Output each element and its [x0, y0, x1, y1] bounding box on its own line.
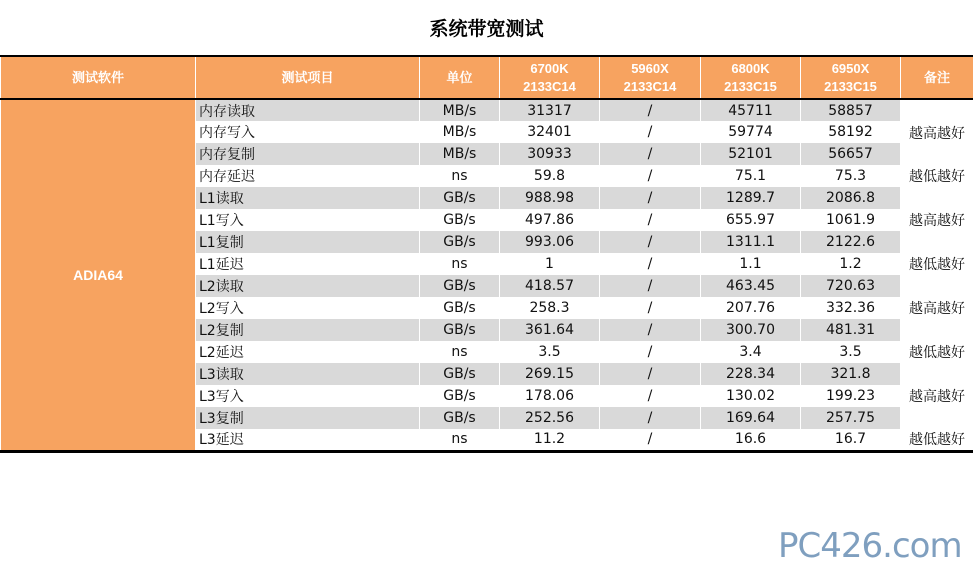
- site-watermark: PC426.com: [778, 526, 962, 566]
- row-value: 269.15: [500, 363, 600, 385]
- bandwidth-table: [0, 57, 973, 453]
- row-item: L1读取: [196, 187, 420, 209]
- row-value: /: [600, 275, 701, 297]
- note-cell: 越高越好: [901, 99, 973, 165]
- row-value: 56657: [801, 143, 901, 165]
- row-value: 1.1: [701, 253, 801, 275]
- row-item: L3延迟: [196, 429, 420, 451]
- table-row: [1, 99, 973, 121]
- row-item: L2读取: [196, 275, 420, 297]
- row-unit: ns: [420, 429, 500, 451]
- note-cell: 越高越好: [901, 275, 973, 341]
- row-value: 497.86: [500, 209, 600, 231]
- row-value: 207.76: [701, 297, 801, 319]
- row-value: 228.34: [701, 363, 801, 385]
- row-item: L3写入: [196, 385, 420, 407]
- row-value: 45711: [701, 99, 801, 121]
- row-value: 199.23: [801, 385, 901, 407]
- row-value: 993.06: [500, 231, 600, 253]
- row-value: /: [600, 187, 701, 209]
- row-value: 11.2: [500, 429, 600, 451]
- row-item: 内存复制: [196, 143, 420, 165]
- note-cell: 越低越好: [901, 341, 973, 363]
- header-note: 备注: [901, 57, 973, 99]
- row-unit: GB/s: [420, 385, 500, 407]
- note-cell: 越低越好: [901, 165, 973, 187]
- row-value: 130.02: [701, 385, 801, 407]
- row-value: /: [600, 363, 701, 385]
- row-value: 3.5: [801, 341, 901, 363]
- row-item: L1延迟: [196, 253, 420, 275]
- row-value: /: [600, 209, 701, 231]
- row-unit: MB/s: [420, 143, 500, 165]
- row-value: 463.45: [701, 275, 801, 297]
- row-value: /: [600, 143, 701, 165]
- row-value: 59774: [701, 121, 801, 143]
- row-value: 31317: [500, 99, 600, 121]
- row-value: /: [600, 407, 701, 429]
- row-item: L1写入: [196, 209, 420, 231]
- row-unit: ns: [420, 165, 500, 187]
- note-cell: 越高越好: [901, 363, 973, 429]
- header-cpu-6700k: 6700K 2133C14: [500, 57, 600, 99]
- row-value: /: [600, 121, 701, 143]
- row-value: /: [600, 341, 701, 363]
- header-unit: 单位: [420, 57, 500, 99]
- row-value: 32401: [500, 121, 600, 143]
- row-value: 252.56: [500, 407, 600, 429]
- row-value: /: [600, 253, 701, 275]
- row-item: 内存写入: [196, 121, 420, 143]
- row-item: L2延迟: [196, 341, 420, 363]
- header-cpu-6950x: 6950X 2133C15: [801, 57, 901, 99]
- row-value: 655.97: [701, 209, 801, 231]
- row-value: 257.75: [801, 407, 901, 429]
- row-value: 178.06: [500, 385, 600, 407]
- header-cpu-6800k: 6800K 2133C15: [701, 57, 801, 99]
- row-value: 2122.6: [801, 231, 901, 253]
- row-value: 1289.7: [701, 187, 801, 209]
- row-item: 内存读取: [196, 99, 420, 121]
- row-value: 75.1: [701, 165, 801, 187]
- row-unit: GB/s: [420, 187, 500, 209]
- row-unit: GB/s: [420, 275, 500, 297]
- row-value: 3.5: [500, 341, 600, 363]
- row-value: 332.36: [801, 297, 901, 319]
- row-value: /: [600, 385, 701, 407]
- row-value: 30933: [500, 143, 600, 165]
- row-value: 720.63: [801, 275, 901, 297]
- header-cpu-5960x: 5960X 2133C14: [600, 57, 701, 99]
- row-value: 361.64: [500, 319, 600, 341]
- note-cell: 越低越好: [901, 253, 973, 275]
- row-unit: ns: [420, 341, 500, 363]
- row-value: 1.2: [801, 253, 901, 275]
- row-unit: GB/s: [420, 297, 500, 319]
- row-value: 988.98: [500, 187, 600, 209]
- row-item: L2写入: [196, 297, 420, 319]
- row-value: /: [600, 231, 701, 253]
- row-value: 52101: [701, 143, 801, 165]
- row-value: 3.4: [701, 341, 801, 363]
- row-unit: ns: [420, 253, 500, 275]
- row-value: /: [600, 429, 701, 451]
- row-value: 59.8: [500, 165, 600, 187]
- row-item: L3复制: [196, 407, 420, 429]
- row-value: 75.3: [801, 165, 901, 187]
- row-item: L1复制: [196, 231, 420, 253]
- row-value: 16.6: [701, 429, 801, 451]
- header-item: 测试项目: [196, 57, 420, 99]
- row-value: /: [600, 319, 701, 341]
- row-value: 1061.9: [801, 209, 901, 231]
- row-unit: GB/s: [420, 231, 500, 253]
- row-value: 1311.1: [701, 231, 801, 253]
- row-value: 169.64: [701, 407, 801, 429]
- row-unit: GB/s: [420, 363, 500, 385]
- row-value: 1: [500, 253, 600, 275]
- row-value: 2086.8: [801, 187, 901, 209]
- row-value: 300.70: [701, 319, 801, 341]
- page-title: 系统带宽测试: [0, 0, 973, 57]
- row-item: L3读取: [196, 363, 420, 385]
- row-item: 内存延迟: [196, 165, 420, 187]
- header-software: 测试软件: [1, 57, 196, 99]
- row-unit: MB/s: [420, 121, 500, 143]
- header-row: [1, 57, 973, 99]
- row-unit: GB/s: [420, 209, 500, 231]
- row-value: /: [600, 99, 701, 121]
- software-cell: ADIA64: [1, 99, 196, 451]
- row-value: /: [600, 165, 701, 187]
- row-value: 418.57: [500, 275, 600, 297]
- row-value: 481.31: [801, 319, 901, 341]
- row-value: 58857: [801, 99, 901, 121]
- row-value: /: [600, 297, 701, 319]
- row-value: 258.3: [500, 297, 600, 319]
- note-cell: 越高越好: [901, 187, 973, 253]
- row-unit: GB/s: [420, 319, 500, 341]
- row-value: 16.7: [801, 429, 901, 451]
- row-unit: GB/s: [420, 407, 500, 429]
- note-cell: 越低越好: [901, 429, 973, 451]
- row-item: L2复制: [196, 319, 420, 341]
- row-value: 321.8: [801, 363, 901, 385]
- row-value: 58192: [801, 121, 901, 143]
- row-unit: MB/s: [420, 99, 500, 121]
